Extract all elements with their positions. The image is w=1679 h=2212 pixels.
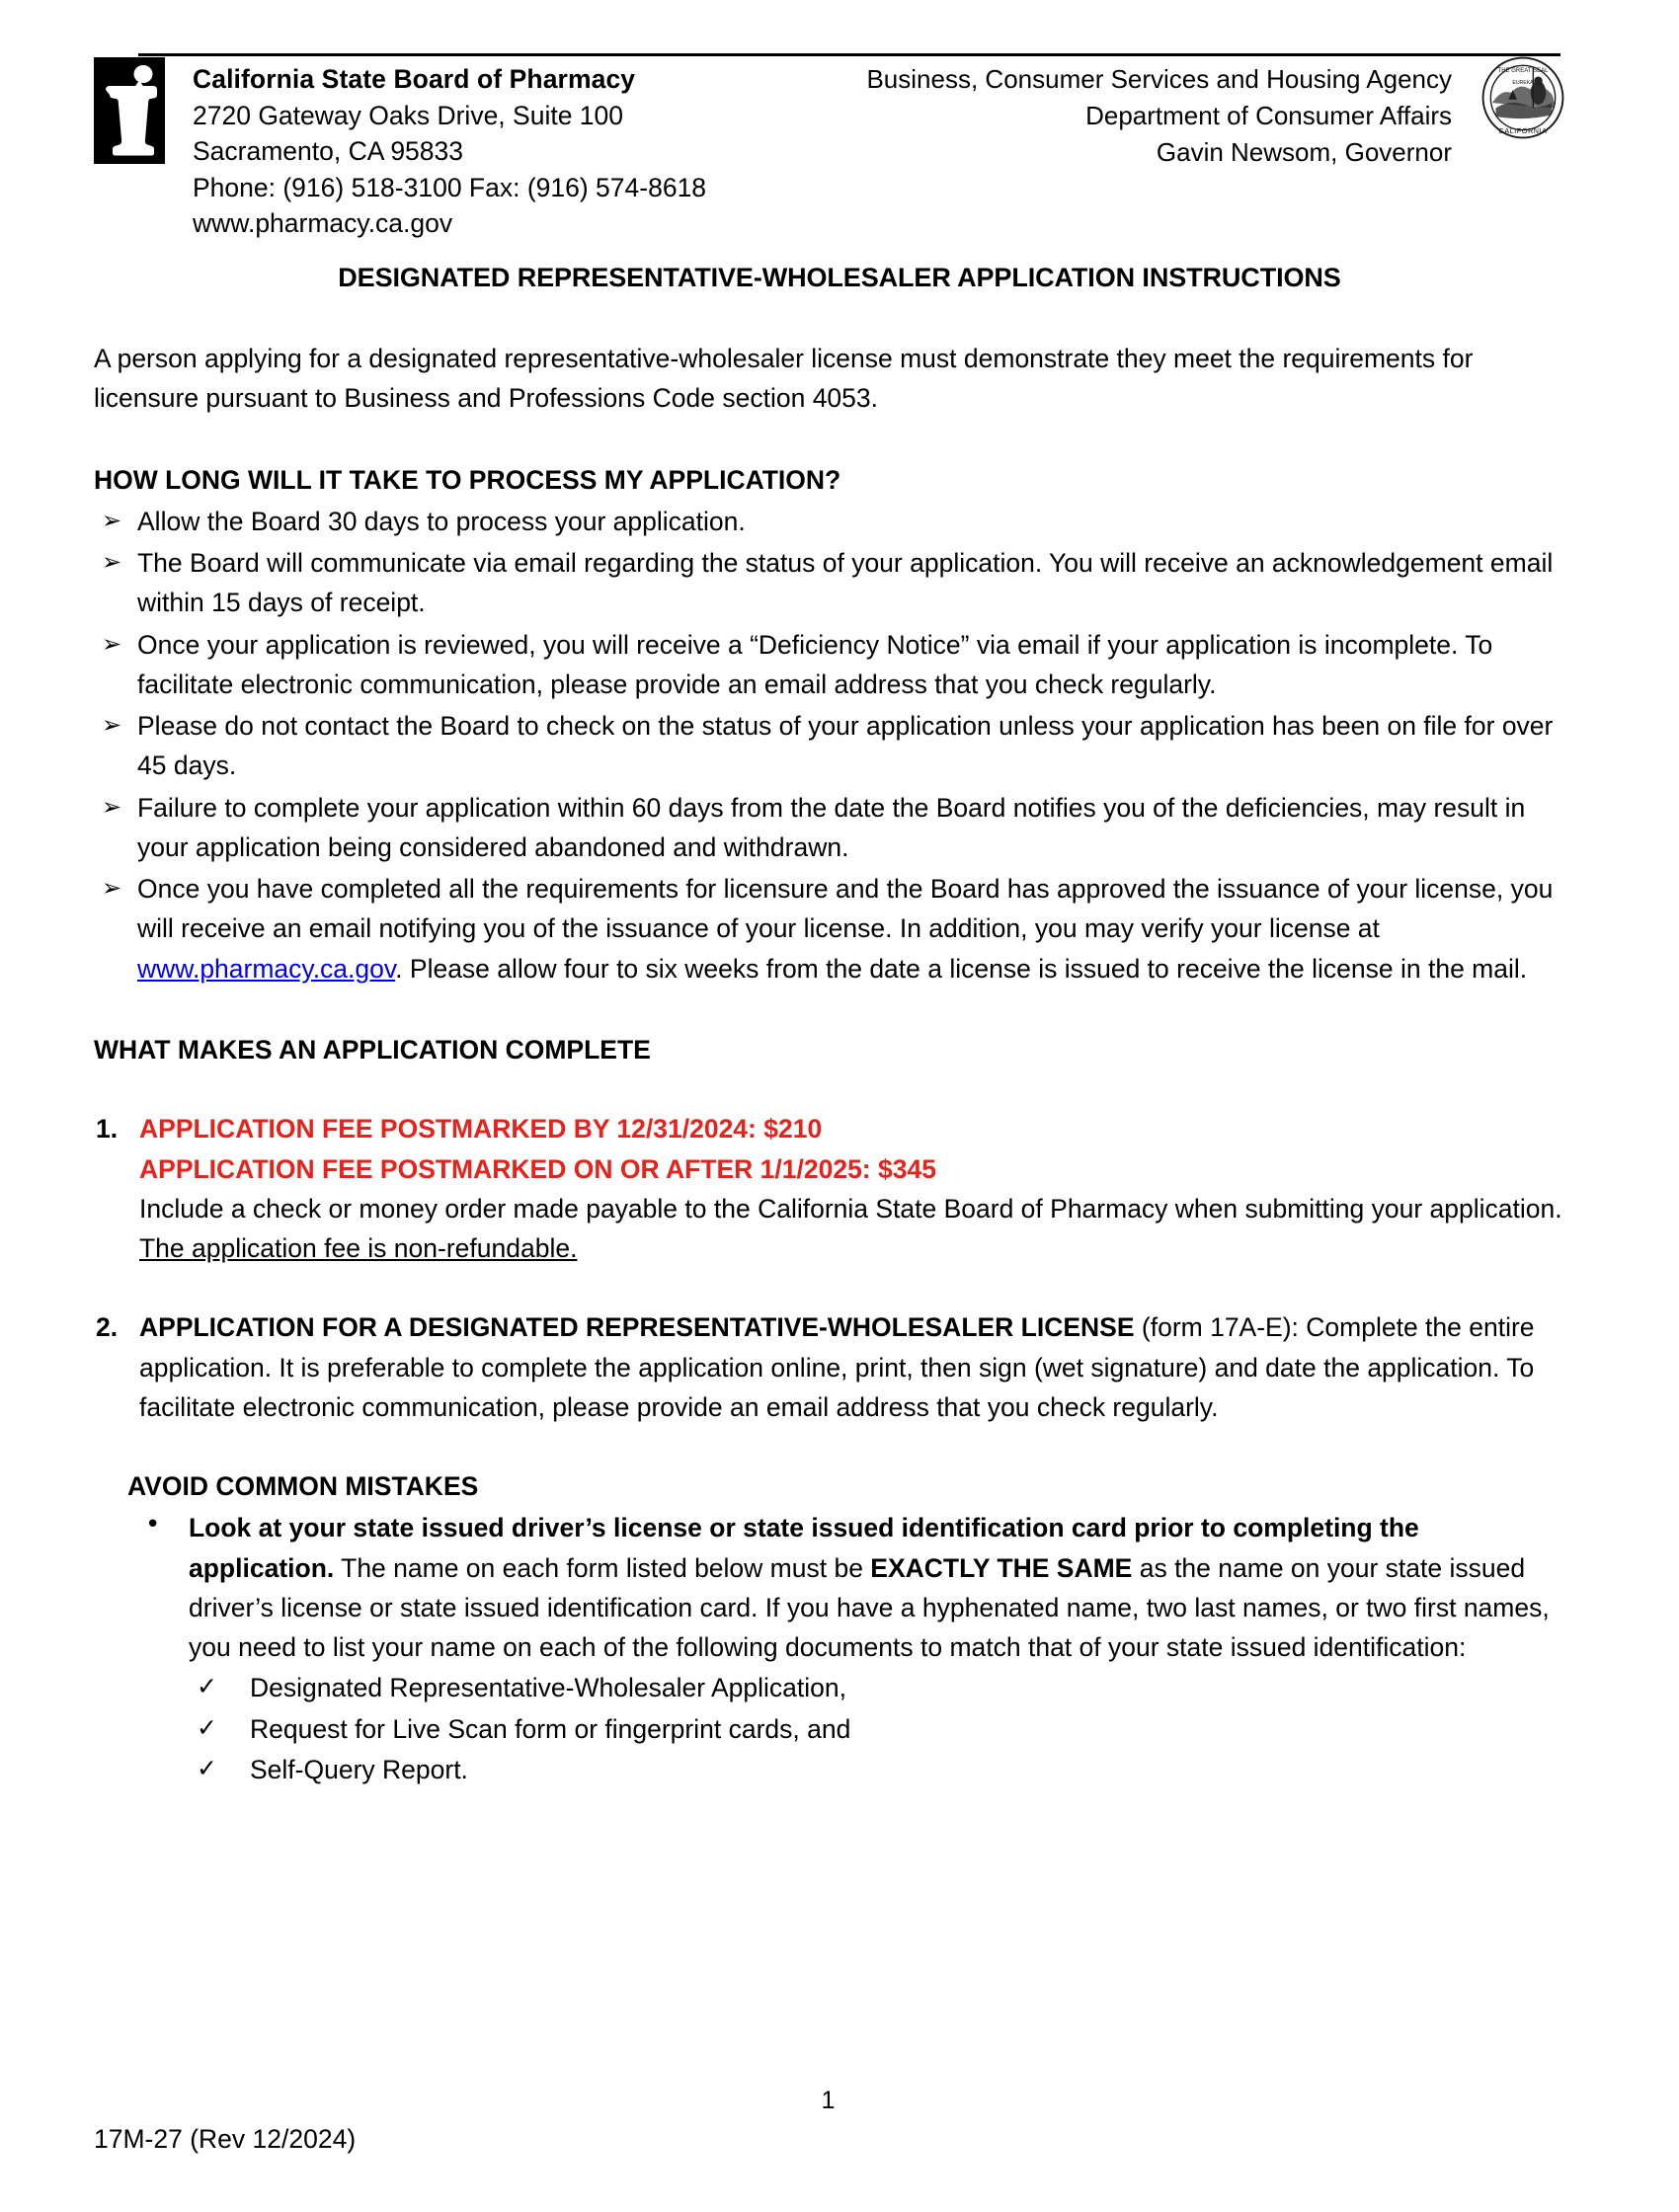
list-item-text: Once your application is reviewed, you will receive a “Deficiency Notice” via email if your application is incomplete. To facilitate electronic communication, please provide an email address that you check regularly. (137, 629, 1493, 699)
form-revision-code: 17M-27 (Rev 12/2024) (94, 2124, 357, 2154)
checkmark-icon: ✓ (197, 1712, 217, 1742)
list-item-text: Please do not contact the Board to check on the status of your application unless your application has been on file for over 45 days. (137, 711, 1554, 781)
document-page (0, 40, 1679, 2212)
arrow-bullet-icon: ➢ (102, 711, 122, 740)
agency-block (760, 61, 1452, 171)
list-item (94, 869, 1562, 988)
list-item-text: Request for Live Scan form or fingerprint cards, and (250, 1713, 851, 1744)
arrow-bullet-icon: ➢ (102, 506, 122, 534)
mistake-emphasis: EXACTLY THE SAME (870, 1552, 1133, 1583)
mortar-and-pestle-icon (94, 57, 165, 164)
page-footer (94, 2086, 1562, 2155)
item-2-body (139, 1307, 1562, 1427)
checkmark-icon: ✓ (197, 1672, 217, 1701)
arrow-bullet-icon: ➢ (102, 874, 122, 903)
dot-bullet-icon: • (145, 1510, 161, 1540)
list-item-text-part-1: Once you have completed all the requirements for licensure and the Board has approved the issuance of your license, you will receive an email notifying you of the issuance of your license. In addition, you may verify your license at (137, 874, 1554, 944)
svg-text:EUREKA: EUREKA (1512, 80, 1534, 87)
mistake-bold-lead: Look at your state issued driver’s license or state issued identification card prior to completing the application. (189, 1513, 1419, 1583)
list-item-text: Self-Query Report. (250, 1754, 468, 1784)
document-body (94, 339, 1562, 1789)
pharmacy-website-link[interactable]: www.pharmacy.ca.gov (137, 953, 396, 984)
mistake-text-part-2: as the name on your state issued driver’s license or state issued identification card. If you have a hyphenated name, two last names, or two first names, you need to list your name on each of the following documents to match that of your state issued identification: (189, 1552, 1550, 1663)
mistake-text-part-1: The name on each form listed below must be (334, 1552, 871, 1583)
mistakes-bullet-list (94, 1508, 1562, 1667)
board-website: www.pharmacy.ca.gov (193, 208, 453, 239)
heading-application-complete: WHAT MAKES AN APPLICATION COMPLETE (94, 1034, 651, 1065)
checkmark-icon: ✓ (197, 1753, 217, 1782)
board-phone-fax: Phone: (916) 518-3100 Fax: (916) 574-8618 (193, 172, 707, 202)
list-item (127, 1508, 1562, 1667)
intro-paragraph: A person applying for a designated representative-wholesaler license must demonstrate they meet the requirements for licensure pursuant to Business and Professions Code section 4053. (94, 344, 1474, 414)
list-item (189, 1668, 1562, 1707)
item-1-body-text: Include a check or money order made payable to the California State Board of Pharmacy when submitting your application. (139, 1193, 1562, 1224)
processing-bullet-list (94, 502, 1562, 988)
item-2-body-text: (form 17A-E): Complete the entire application. It is preferable to complete the application online, print, then sign (wet signature) and date the application. To facilitate electronic communication, please provide an email address that you check regularly. (139, 1312, 1535, 1422)
agency-line-1: Business, Consumer Services and Housing Agency (866, 64, 1452, 94)
item-1-body (139, 1189, 1562, 1269)
list-item-text: Designated Representative-Wholesaler Application, (250, 1673, 846, 1703)
list-item (189, 1750, 1562, 1789)
numbered-item-2 (94, 1307, 1562, 1427)
non-refundable-notice: The application fee is non-refundable. (139, 1233, 578, 1264)
item-1-number: 1. (96, 1114, 119, 1145)
header-divider-rule (138, 53, 1560, 56)
board-address-line-2: Sacramento, CA 95833 (193, 136, 464, 167)
fee-postmarked-after-2025: APPLICATION FEE POSTMARKED ON OR AFTER 1/1/2025: $345 (139, 1153, 936, 1184)
item-2-bold-lead: APPLICATION FOR A DESIGNATED REPRESENTATIVE-WHOLESALER LICENSE (139, 1312, 1135, 1343)
arrow-bullet-icon: ➢ (102, 792, 122, 821)
numbered-item-1 (94, 1109, 1562, 1268)
list-item-text: Allow the Board 30 days to process your application. (137, 506, 746, 536)
heading-avoid-common-mistakes: AVOID COMMON MISTAKES (127, 1471, 479, 1502)
list-item (94, 625, 1562, 705)
board-name: California State Board of Pharmacy (193, 64, 636, 94)
list-item-text: The Board will communicate via email regarding the status of your application. You will receive an acknowledgement email within 15 days of receipt. (137, 548, 1554, 618)
page-title: DESIGNATED REPRESENTATIVE-WHOLESALER APPLICATION INSTRUCTIONS (338, 263, 1341, 292)
fee-postmarked-before-2025: APPLICATION FEE POSTMARKED BY 12/31/2024: $210 (139, 1114, 823, 1145)
california-state-seal-icon (1480, 55, 1565, 140)
agency-line-3: Gavin Newsom, Governor (1156, 136, 1452, 167)
list-item (94, 706, 1562, 786)
list-item-text-part-2: . Please allow four to six weeks from the date a license is issued to receive the license in the mail. (395, 953, 1528, 984)
letterhead (94, 40, 1560, 237)
page-number: 1 (821, 2087, 836, 2114)
list-item (189, 1709, 1562, 1749)
item-2-number: 2. (96, 1312, 119, 1343)
agency-line-2: Department of Consumer Affairs (1085, 100, 1452, 130)
list-item-text: Failure to complete your application within 60 days from the date the Board notifies you of the deficiencies, may result in your application being considered abandoned and withdrawn. (137, 792, 1526, 862)
arrow-bullet-icon: ➢ (102, 629, 122, 658)
svg-text:CALIFORNIA: CALIFORNIA (1498, 126, 1548, 136)
arrow-bullet-icon: ➢ (102, 548, 122, 577)
svg-text:THE GREAT SEAL: THE GREAT SEAL (1497, 68, 1549, 75)
board-address-line-1: 2720 Gateway Oaks Drive, Suite 100 (193, 100, 624, 130)
list-item (94, 502, 1562, 541)
list-item (94, 788, 1562, 868)
list-item (94, 543, 1562, 623)
required-documents-list (94, 1668, 1562, 1789)
heading-processing-time: HOW LONG WILL IT TAKE TO PROCESS MY APPLICATION? (94, 464, 841, 495)
